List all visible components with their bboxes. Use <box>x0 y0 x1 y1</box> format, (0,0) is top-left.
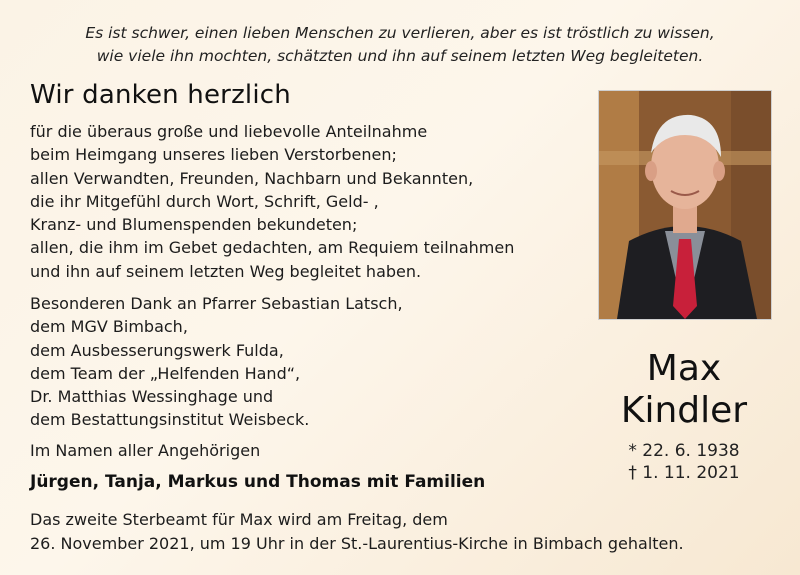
signers-names: Jürgen, Tanja, Markus und Thomas mit Familien <box>30 472 486 492</box>
thanks-line: allen Verwandten, Freunden, Nachbarn und Bekannten, <box>30 168 474 188</box>
special-line: Dr. Matthias Wessinghage und <box>30 387 274 407</box>
note-line-1: Das zweite Sterbeamt für Max wird am Freitag, dem <box>30 510 448 529</box>
portrait-photo <box>598 90 772 320</box>
special-line: dem Team der „Helfenden Hand“, <box>30 363 301 383</box>
special-line: dem MGV Bimbach, <box>30 317 188 337</box>
opening-quote <box>0 22 800 68</box>
thanks-line: beim Heimgang unseres lieben Verstorbenen; <box>30 145 397 165</box>
quote-line-2: wie viele ihn mochten, schätzten und ihn auf seinem letzten Weg begleiteten. <box>96 47 704 65</box>
thanks-line: allen, die ihm im Gebet gedachten, am Requiem teilnahmen <box>30 238 515 258</box>
thanks-line: für die überaus große und liebevolle Anteilnahme <box>30 122 428 141</box>
thanks-paragraph <box>30 120 514 283</box>
deceased-first-name: Max <box>646 348 722 389</box>
deceased-last-name: Kindler <box>620 390 748 431</box>
death-date: † 1. 11. 2021 <box>628 463 740 483</box>
note-line-2: 26. November 2021, um 19 Uhr in der St.-Laurentius-Kirche in Bimbach gehalten. <box>30 533 684 553</box>
special-thanks-paragraph <box>30 292 403 432</box>
thanks-line: Kranz- und Blumenspenden bekundeten; <box>30 215 358 235</box>
birth-date: * 22. 6. 1938 <box>628 441 740 461</box>
page-title: Wir danken herzlich <box>30 80 291 110</box>
thanks-line: und ihn auf seinem letzten Weg begleitet haben. <box>30 261 422 281</box>
thanks-line: die ihr Mitgefühl durch Wort, Schrift, Geld- , <box>30 191 379 211</box>
special-line: Besonderen Dank an Pfarrer Sebastian Latsch, <box>30 294 403 313</box>
quote-line-1: Es ist schwer, einen lieben Menschen zu verlieren, aber es ist tröstlich zu wissen, <box>85 24 715 42</box>
on-behalf-text: Im Namen aller Angehörigen <box>30 441 261 460</box>
special-line: dem Ausbesserungswerk Fulda, <box>30 340 284 360</box>
memorial-service-note <box>30 508 684 555</box>
special-line: dem Bestattungsinstitut Weisbeck. <box>30 410 310 430</box>
